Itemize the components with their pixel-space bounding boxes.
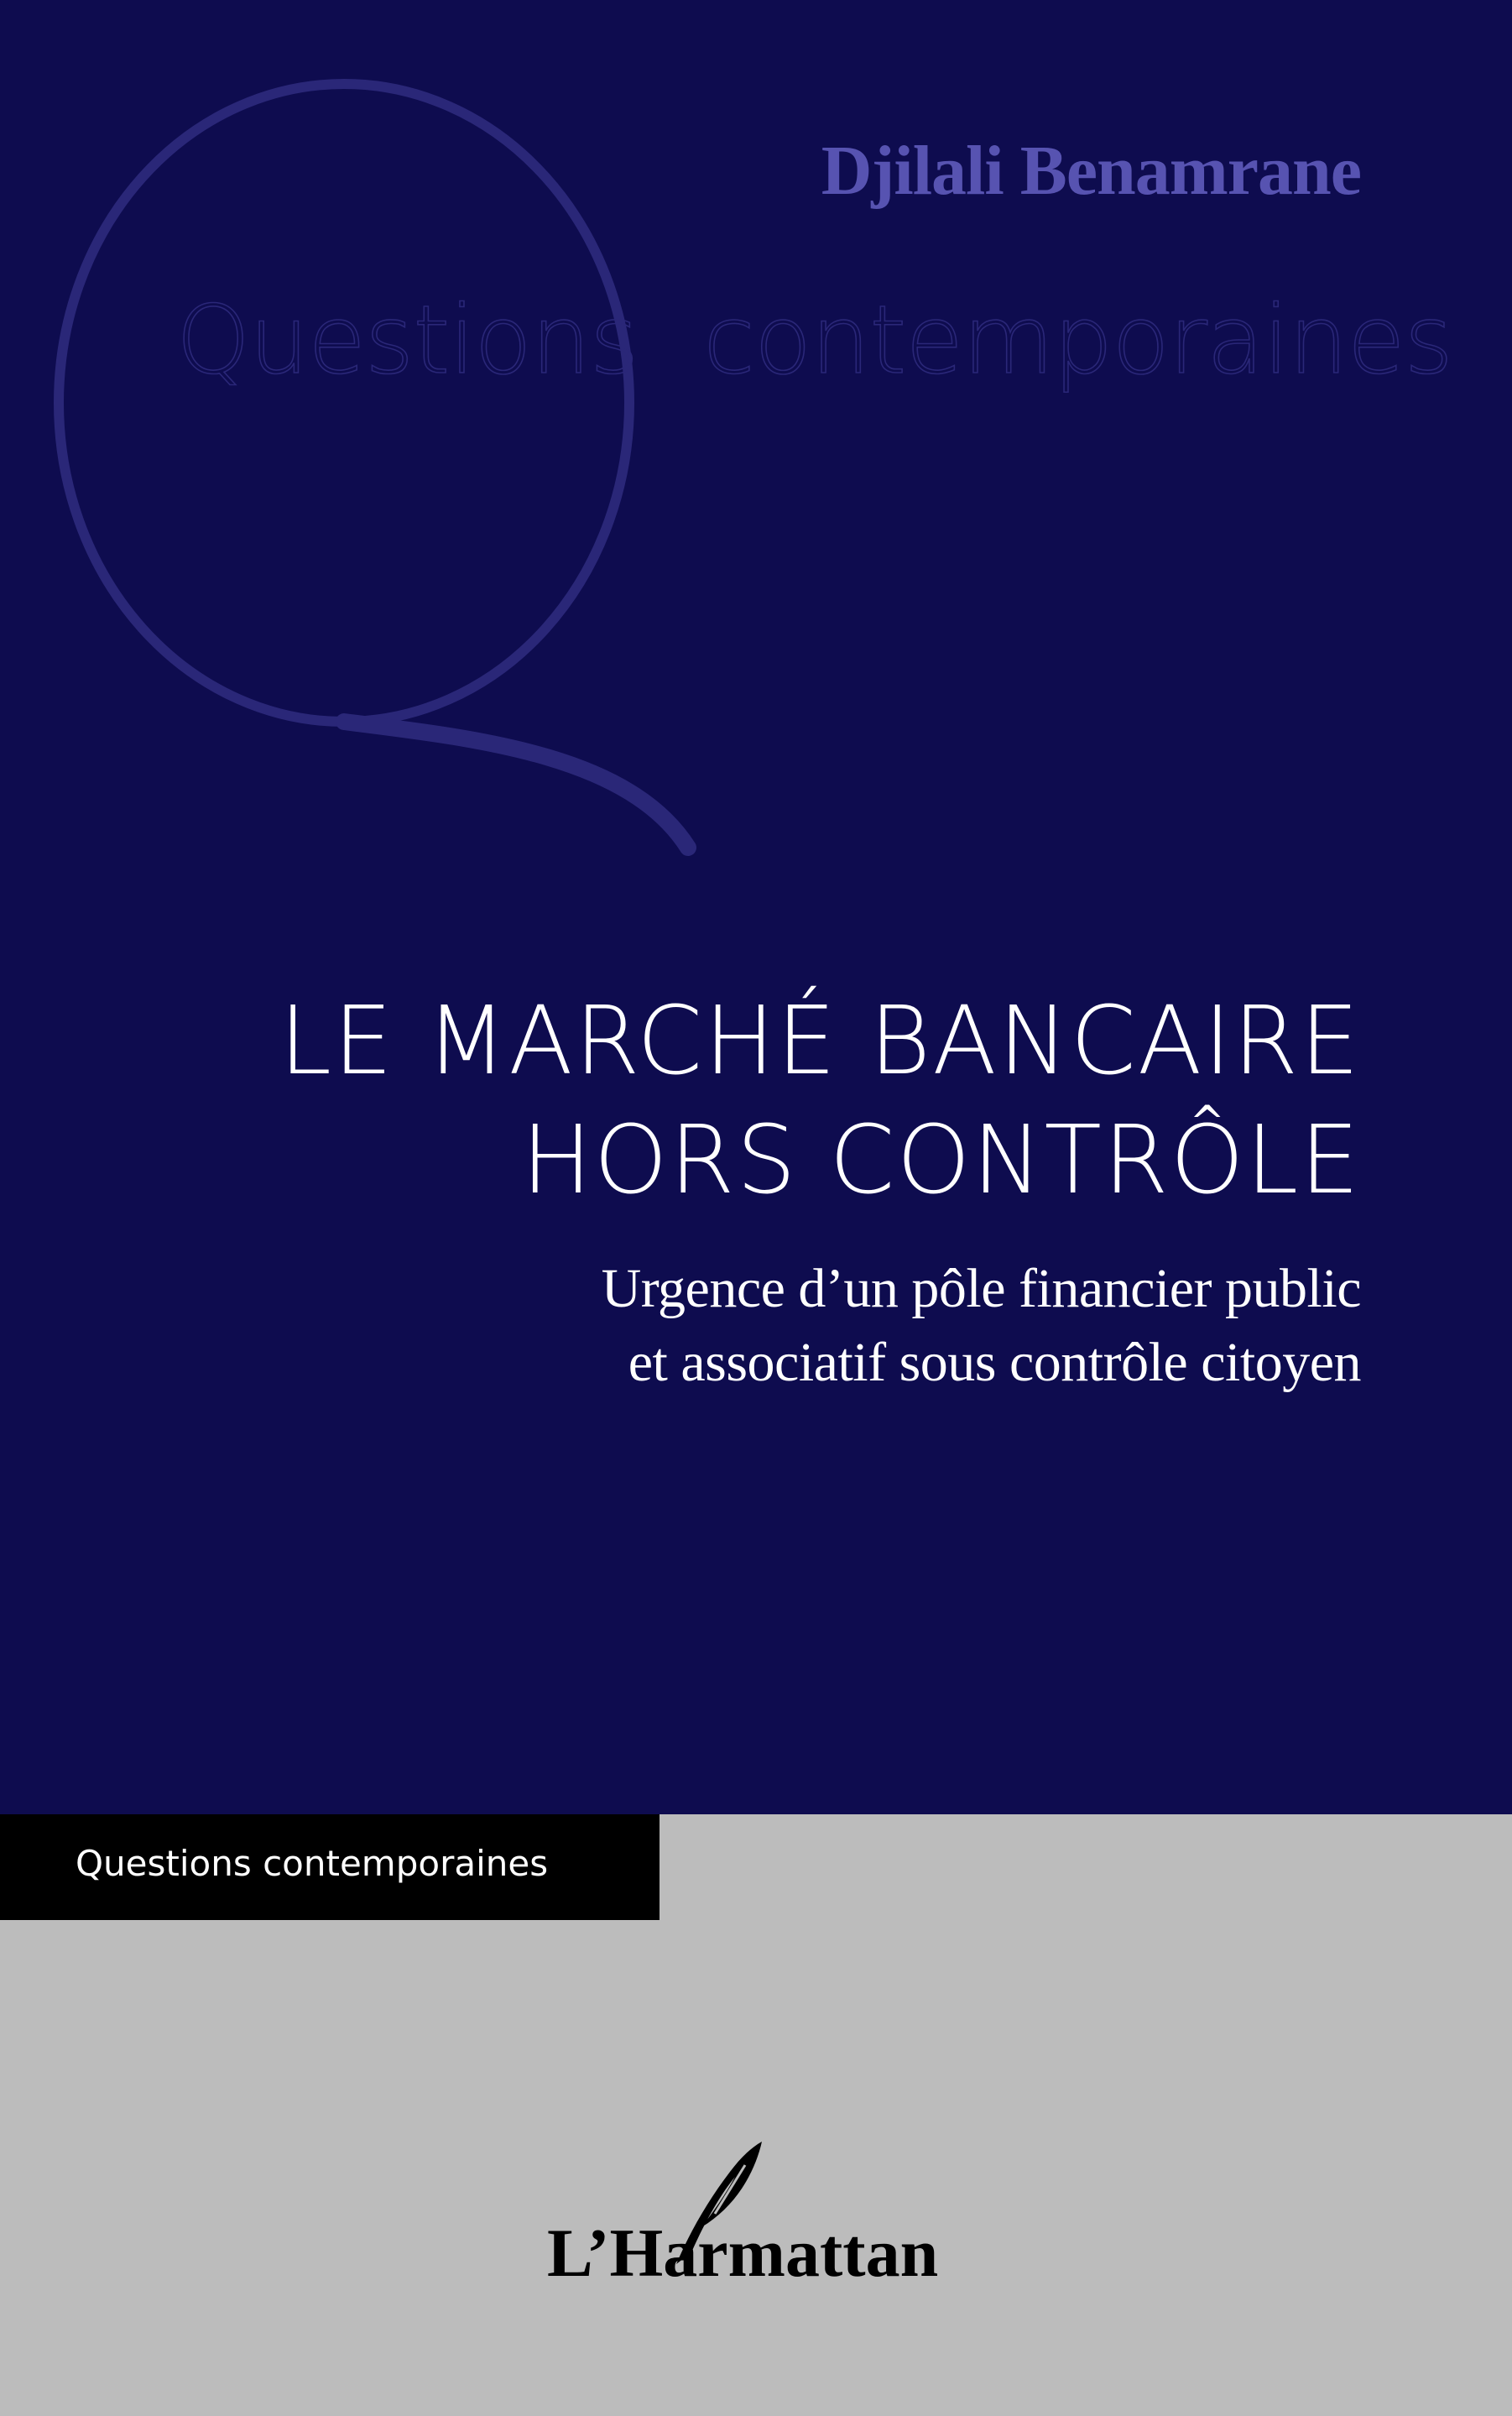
subtitle-line: et associatif sous contrôle citoyen [628,1332,1361,1393]
book-subtitle [186,1252,1361,1400]
author-name: Djilali Benamrane [821,132,1361,210]
subtitle-line: Urgence d’un pôle financier public [601,1258,1361,1319]
series-watermark [176,286,1452,395]
watermark-word-questions: Questions [176,286,639,395]
watermark-word-contemporaines: contemporaines [703,286,1452,395]
series-label: Questions contemporaines [76,1843,549,1884]
title-line: HORS CONTRÔLE [521,1106,1361,1215]
title-line: LE MARCHÉ BANCAIRE [279,987,1361,1096]
publisher-name: L’Harmattan [547,2215,939,2291]
publisher-logo [547,2140,983,2299]
series-band [0,1814,660,1920]
book-title [144,982,1361,1220]
q-letter-icon [42,67,705,873]
